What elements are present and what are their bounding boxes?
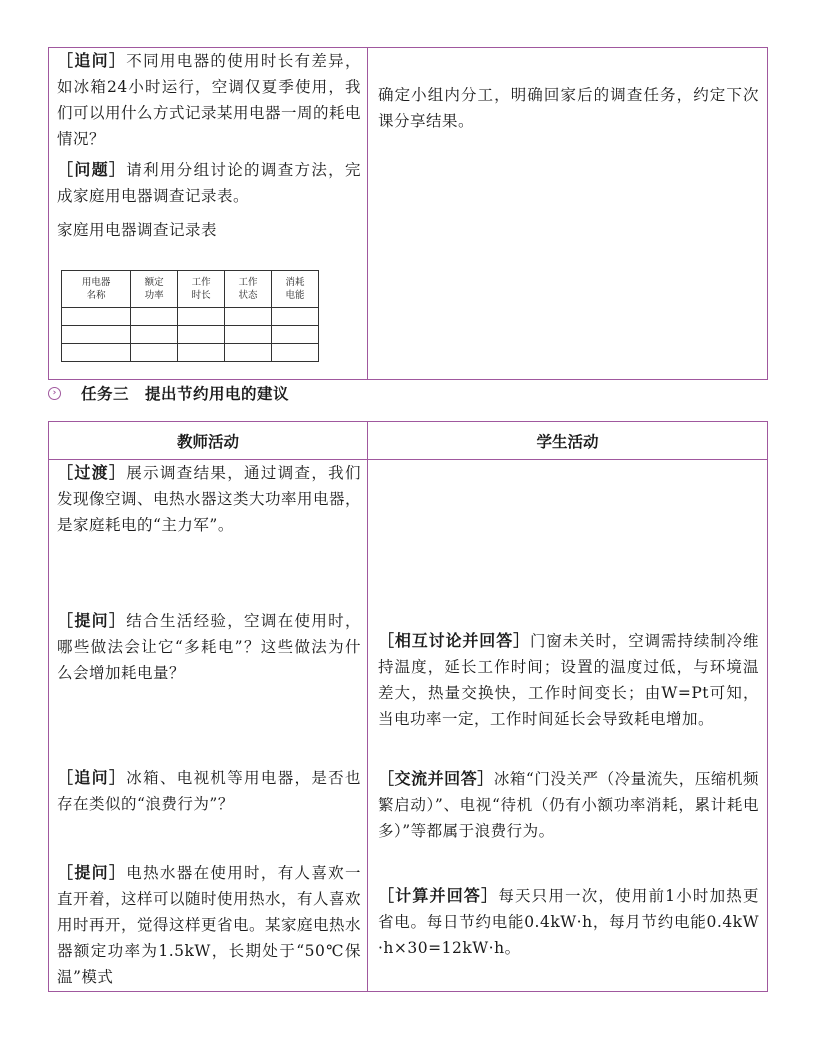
transition-paragraph: [57, 460, 361, 538]
followup-fridge-tag: ［追问］: [57, 768, 127, 787]
survey-header-cell: 工作 状态: [225, 271, 272, 308]
question-ac-text: 结合生活经验，空调在使用时，哪些做法会让它“多耗电”？这些做法为什么会增加耗电量？: [57, 612, 361, 682]
calculate-answer-tag: ［计算并回答］: [378, 886, 499, 905]
survey-table-title: 家庭用电器调查记录表: [57, 221, 218, 239]
table-body-row: [49, 460, 767, 992]
followup-fridge-text: 冰箱、电视机等用电器，是否也存在类似的“浪费行为”？: [57, 769, 361, 813]
student-task-text: 确定小组内分工，明确回家后的调查任务，约定下次课分享结果。: [378, 86, 759, 130]
activity-table-continued: [48, 47, 768, 380]
followup-text: 不同用电器的使用时长有差异，如冰箱24小时运行，空调仅夏季使用，我们可以用什么方式记录某用电器一周的耗电情况？: [57, 52, 362, 148]
survey-empty-row: [62, 344, 319, 362]
survey-empty-row: [62, 308, 319, 326]
question-ac-paragraph: [57, 608, 361, 686]
transition-tag: ［过渡］: [57, 463, 127, 482]
discuss-answer-text: 门窗未关时，空调需持续制冷维持温度，延长工作时间；设置的温度过低，与环境温差大，热量交换快，工作时间变长；由W=Pt可知，当电功率一定，工作时间延长会导致耗电增加。: [378, 632, 759, 728]
discuss-answer-tag: ［相互讨论并回答］: [378, 631, 530, 650]
question-ac-tag: ［提问］: [57, 611, 127, 630]
student-activity-column: [368, 460, 767, 992]
survey-record-table: [61, 270, 319, 362]
survey-header-cell: 工作 时长: [178, 271, 225, 308]
exchange-answer-text: 冰箱“门没关严（冷量流失，压缩机频繁启动）”、电视“待机（仍有小额功率消耗，累计耗电多）”等都属于浪费行为。: [378, 770, 759, 840]
followup-paragraph: [57, 48, 361, 152]
teacher-activity-cell: [49, 48, 368, 379]
question-text: 请利用分组讨论的调查方法，完成家庭用电器调查记录表。: [57, 161, 361, 205]
calculate-answer-paragraph: [378, 883, 759, 961]
chevron-circle-icon: ›: [48, 387, 61, 400]
exchange-answer-paragraph: [378, 766, 759, 844]
exchange-answer-tag: ［交流并回答］: [378, 769, 494, 788]
table-header-row: [49, 422, 767, 460]
calculate-answer-text: 每天只用一次，使用前1小时加热更省电。每日节约电能0.4kW·h，每月节约电能0.4kW·h×30=12kW·h。: [378, 887, 759, 957]
followup-tag: ［追问］: [57, 51, 127, 70]
task3-title: 任务三 提出节约用电的建议: [81, 385, 290, 403]
student-activity-header: 学生活动: [536, 432, 599, 451]
followup-fridge-paragraph: [57, 765, 361, 817]
teacher-activity-header: 教师活动: [49, 422, 368, 459]
task3-heading: [48, 382, 289, 404]
discuss-answer-paragraph: [378, 628, 759, 732]
teacher-activity-column: [49, 460, 368, 992]
question-heater-paragraph: [57, 860, 361, 990]
question-paragraph: [57, 157, 361, 209]
question-tag: ［问题］: [57, 160, 127, 179]
transition-text: 展示调查结果，通过调查，我们发现像空调、电热水器这类大功率用电器，是家庭耗电的“主力军”。: [57, 464, 362, 534]
question-heater-tag: ［提问］: [57, 863, 127, 882]
task3-activity-table: [48, 421, 768, 992]
survey-empty-row: [62, 326, 319, 344]
survey-header-cell: 额定 功率: [131, 271, 178, 308]
question-heater-text: 电热水器在使用时，有人喜欢一直开着，这样可以随时使用热水，有人喜欢用时再开，觉得这样更省电。某家庭电热水器额定功率为1.5kW，长期处于“50℃保温”模式: [57, 864, 362, 986]
survey-header-cell: 用电器 名称: [62, 271, 131, 308]
student-activity-cell: [368, 48, 767, 379]
survey-header-cell: 消耗 电能: [272, 271, 319, 308]
